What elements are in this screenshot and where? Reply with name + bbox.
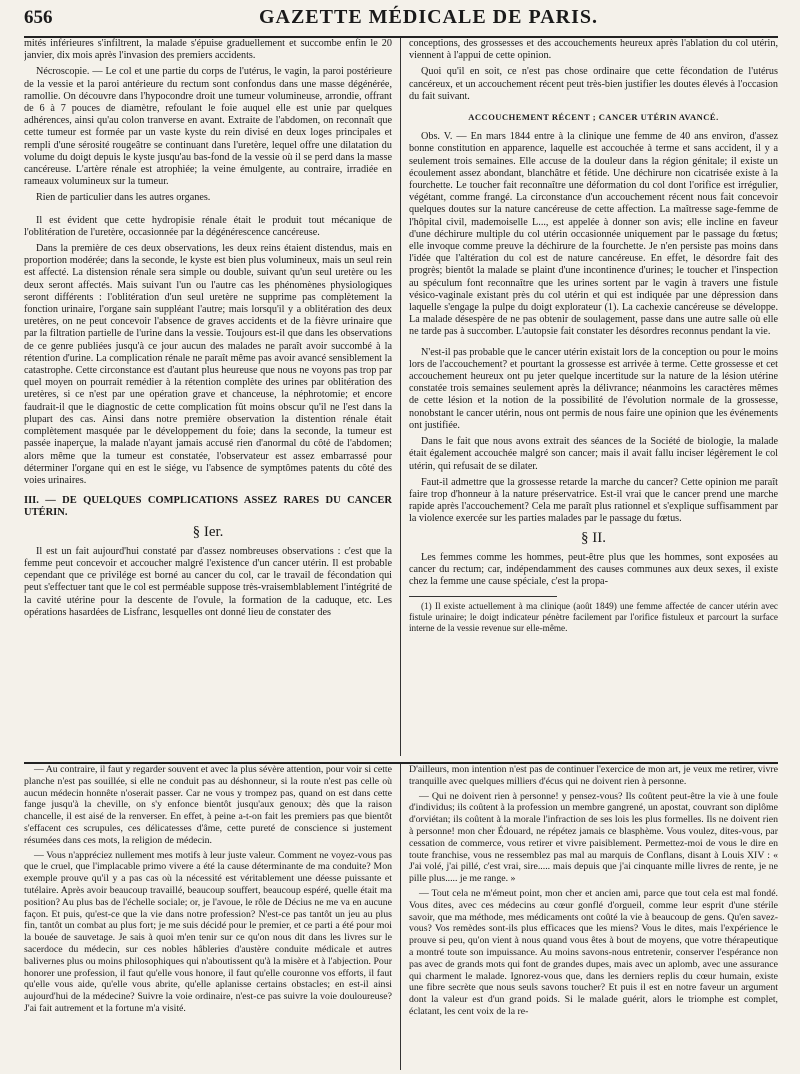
- paragraph: Il est un fait aujourd'hui constaté par d'assez nombreuses observations : c'est que la femme peut concevoir et accoucher malgré l'existence d'un cancer utérin. Il est probable cependant que ce privilége est borné au cancer du col, car le travail de fécondation qui peut s'effectuer tant que le col est perméable suppose très-vraisemblablement l'intégrité de la cavité utérine pour la descente de l'ovule, la formation de la caduque, etc. Les opérations hasardées de Lisfranc, lesquelles ont donné lieu de constater des: [24, 545, 392, 618]
- section-mark: § Ier.: [192, 523, 224, 540]
- paragraph: — Vous n'appréciez nullement mes motifs à leur juste valeur. Comment ne voyez-vous pas que le cruel, que l'implacable primo vivere a été la cause déterminante de ma conduite? Mon exemple prouve qu'il y a pas cas où la nécessité est véritablement une déesse puissante et tutélaire. Après avoir beaucoup travaillé, beaucoup souffert, beaucoup espéré, quelle était ma position? Au plus bas de l'échelle sociale; or, je l'avoue, le rôle de Décius ne me va en aucune façon. Et puis, qu'est-ce que la vie dans notre profession? N'est-ce pas tantôt un jeu au plus fin, tantôt un combat au plus fort; je me suis décidé pour le premier, et ce parti a été pour moi la bouée de sauvetage. Je sais à quoi m'en tenir sur ce qu'on nous dit dans les livres sur le sacerdoce du médecin, sur ces nobles hâbleries d'austère conduite médicale et autres balivernes plus ou moins philosophiques qui n'aboutissent qu'à la misère et à l'abjection. Pour honorer une profession, il faut qu'elle vous honore, il faut qu'elle couronne vos efforts, il faut qu'elle vous aide, qu'elle vous abrite, qu'elle aplanisse certains obstacles; en est-il ainsi aujourd'hui de la médecine? Suivre la voie ordinaire, n'est-ce pas suivre la voie douloureuse? J'ai fait autrement et la fortune m'a visité.: [24, 849, 392, 1014]
- paragraph: Dans le fait que nous avons extrait des séances de la Société de biologie, la malade était également accouchée malgré son cancer; mais il avait fallu inciser légèrement le col utérin, qui refusait de se dilater.: [409, 436, 778, 472]
- section-mark: § II.: [581, 529, 606, 546]
- paragraph: conceptions, des grossesses et des accouchements heureux après l'ablation du col utérin, viennent à l'appui de cette opinion.: [409, 38, 778, 62]
- page-number: 656: [24, 7, 53, 28]
- article-section: [24, 38, 778, 756]
- paragraph: — Tout cela ne m'émeut point, mon cher et ancien ami, parce que tout cela est mal fondé. Vous dites, avec ces médecins au cœur gonflé d'orgueil, comme leur esprit d'une stérile savoir, que ma méthode, mes médicaments ont coûté la vie à beaucoup de gens. Qu'en savez-vous? Vos remèdes sont-ils plus efficaces que les miens? Vous le dites, mais l'expérience le prouve si peu, qu'on vient à nous quand vous êtes à bout de moyens, que votre thérapeutique a montré toute son impuissance. Au moins savons-nous entretenir, conserver l'espérance non pas avec de grands mots qui font de grandes dupes, mais avec un aplomb, avec une assurance qui charment le malade. Ignorez-vous que, dans les derniers replis du cœur humain, existe une fibre secrète que nous seuls savons toucher? Et puis il est en notre faveur un argument dont la valeur est d'un grand poids. Si le malade guérit, alors le triomphe est complet, éclatant, les cent voix de la re-: [409, 887, 778, 1017]
- paragraph: — Qui ne doivent rien à personne! y pensez-vous? Ils coûtent peut-être la vie à une foule d'individus; ils coûtent à la profession un membre gangrené, un apostat, couvrant son diplôme d'orviétan; ils coûtent à la morale l'infraction de ses lois les plus formelles. Ils ne doivent rien à personne! mon cher Édouard, ne répétez jamais ce blasphème. Vous voulez, dites-vous, par cessation de commerce, vous retirer et vivre paisiblement. Permettez-moi de vous le dire en toute franchise, vous ne ressemblez pas mal au marquis de Conflans, disant à Louis XIV : « J'ai volé, j'ai pillé, c'est vrai, sire..... mais depuis que j'ai cinquante mille livres de rente, je ne pille plus..... je me range. »: [409, 790, 778, 885]
- paragraph: Quoi qu'il en soit, ce n'est pas chose ordinaire que cette fécondation de l'utérus cancéreux, et un accouchement récent peut très-bien justifier les doutes élevés à l'occasion du fait suivant.: [409, 66, 778, 102]
- paragraph: Les femmes comme les hommes, peut-être plus que les hommes, sont exposées au cancer du rectum; car, indépendamment des causes communes aux deux sexes, il existe chez la femme une cause spéciale, c'est la propa-: [409, 551, 778, 588]
- paragraph: Dans la première de ces deux observations, les deux reins étaient distendus, mais en proportion modérée; dans la seconde, le kyste est bien plus volumineux, mais un seul rein est affecté. La distension rénale sera simple ou double, suivant qu'un seul uretère ou les deux seront affectés. Mais suivant l'un ou l'autre cas les phénomènes physiologiques seront différents : l'oblitération d'un seul uretère ne supprime pas complètement la fonction urinaire, l'organe sain suppléant l'autre; mais lorsqu'il y a oblitération des deux uretères, on ne peut concevoir l'absence de graves accidents et de la fièvre urinaire que par la filtration partielle de l'urine dans la vessie. Toujours est-il que dans les observations de ce genre publiées jusqu'à ce jour aucun des malades ne paraît avoir succombé à la rétention d'urine. La complication rénale ne paraît même pas avoir avancé sensiblement la catastrophe. Cette circonstance est d'autant plus heureuse que nous ne voyons pas trop par quel moyen on pourrait remédier à la rétention complète des urines par oblitération des uretères, si ce n'est par une opération grave et chanceuse, la néphrotomie; et encore faudrait-il que le diagnostic de cette complication fût moins obscur qu'il ne l'est dans la plupart des cas. Ainsi dans notre première observation la distention rénale était complètement masquée par le développement du foie; dans la seconde, la tumeur est passée inaperçue, la malade n'ayant jamais accusé rien d'anormal du côté de l'abdomen; alors même que la tumeur est constatée, l'observateur est assez embarrassé pour déterminer l'organe qui en est le siége, vu l'absence de symptômes patents du côté des voies urinaires.: [24, 243, 392, 486]
- article-left-column: [24, 38, 401, 756]
- paragraph: Obs. V. — En mars 1844 entre à la clinique une femme de 40 ans environ, d'assez bonne constitution en apparence, laquelle est accouchée à terme et sans accident, il y a seulement trois semaines. Elle accuse de la douleur dans la région génitale; il existe un écoulement assez abondant, blanchâtre et fétide. Une déchirure non cicatrisée existe à la fourchette. Le toucher fait reconnaître une déformation du col dont l'orifice est irrégulier, végétant, comme frangé. La circonstance d'un accouchement récent nous fait concevoir quelques doutes sur la nature cancéreuse de cette affection. La maîtresse sage-femme de l'hôpital civil, mademoiselle L..., est appelée à donner son avis; elle incline en faveur d'une déchirure multiple du col utérin occasionnée uniquement par le passage du fœtus; elle invoque comme preuve la déchirure de la fourchette. Je n'en persiste pas moins dans l'idée que l'altération du col est de nature cancéreuse. En effet, le désordre fait des progrès; bientôt la malade se plaint d'une incontinence d'urines; le toucher et l'inspection au spéculum font reconnaître que les urines sortent par le vagin à travers une fistule vésico-vaginale existant près du col utérin et qui est indiquée par une dépression dans laquelle s'engage la pulpe du doigt explorateur (1). La cachexie cancéreuse se développe. La malade désespère de ne pas obtenir de soulagement, passe dans une autre salle où elle ne tarde pas à succomber. L'autopsie fait constater les désordres reconnus pendant la vie.: [409, 131, 778, 338]
- feuilleton-left-column: [24, 764, 401, 1070]
- paragraph: Nécroscopie. — Le col et une partie du corps de l'utérus, le vagin, la paroi postérieure de la vessie et la paroi antérieure du rectum sont confondus dans une masse dégénérée, ramollie. On découvre dans l'hypocondre droit une tumeur volumineuse, arrondie, offrant de 6 à 7 pouces de diamètre, refoulant le foie auquel elle est unie par quelques adhérences, ainsi qu'au colon tranverse en avant. Extraite de l'abdomen, on reconnaît que cette tumeur est formée par un vaste kyste du rein divisé en deux loges principales et rempli d'une sérosité rougeâtre se continuant dans l'uretère, lequel offre une dilatation du volume du doigt depuis le kyste jusqu'au bas-fond de la vessie où il se perd dans la masse cancéreuse. L'artère rénale est atrophiée; la veine émulgente, au contraire, irradiée en rameaux volumineux sur la tumeur.: [24, 66, 392, 188]
- paragraph: N'est-il pas probable que le cancer utérin existait lors de la conception ou pour le moins lors de l'accouchement? et pourtant la grossesse est arrivée à terme. Cette grossesse et cet accouchement heureux ont pu jeter quelque incertitude sur la nature de la lésion utérine constatée trois semaines seulement après la délivrance; néanmoins les caractères mêmes de cette lésion et la notion de la possibilité de l'évolution normale de la grossesse, nonobstant le cancer utérin, nous ont permis de nous faire une opinion que les événements ont justifiée.: [409, 346, 778, 431]
- feuilleton-section: [24, 764, 778, 1070]
- paragraph: mités inférieures s'infiltrent, la malade s'épuise graduellement et succombe enfin le 20 janvier, dix mois après l'invasion des premiers accidents.: [24, 38, 392, 62]
- observation-title: ACCOUCHEMENT RÉCENT ; CANCER UTÉRIN AVANCÉ.: [468, 112, 719, 123]
- article-right-column: [401, 38, 778, 756]
- footnote: (1) Il existe actuellement à ma clinique (août 1849) une femme affectée de cancer utérin avec fistule urinaire; le doigt indicateur pénètre facilement par l'orifice fistuleux et parcourt la surface interne de la vessie revenue sur elle-même.: [409, 601, 778, 634]
- paragraph: — Au contraire, il faut y regarder souvent et avec la plus sévère attention, pour voir si cette planche n'est pas souillée, si elle ne conduit pas au déshonneur, si la route n'est pas celle où aucun médecin honnête n'oserait passer. Car ne vous y trompez pas, quand on est dans cette fange jusqu'à la cheville, on s'y enfonce bientôt jusqu'aux genoux; dès que la raison chancelle, il est aisé de la renverser. En effet, à peine a-t-on fait les premiers pas que bientôt s'effacent ces scrupules, ces délicatesses d'âme, cette pureté de conscience si justement résumées dans ces mots, la religion de médecin.: [24, 764, 392, 846]
- running-title: GAZETTE MÉDICALE DE PARIS.: [258, 6, 598, 28]
- feuilleton-right-column: [401, 764, 778, 1070]
- section-heading: III. — DE QUELQUES COMPLICATIONS ASSEZ RARES DU CANCER UTÉRIN.: [24, 495, 392, 519]
- paragraph: D'ailleurs, mon intention n'est pas de continuer l'exercice de mon art, je veux me retirer, vivre tranquille avec quelques milliers d'écus qui ne doivent rien à personne.: [409, 764, 778, 787]
- footnote-rule: [409, 596, 557, 597]
- paragraph: Il est évident que cette hydropisie rénale était le produit tout mécanique de l'oblitération de l'uretère, occasionnée par la dégénérescence cancéreuse.: [24, 214, 392, 238]
- paragraph: Rien de particulier dans les autres organes.: [36, 192, 211, 204]
- page-header: [24, 6, 778, 30]
- paragraph: Faut-il admettre que la grossesse retarde la marche du cancer? Cette opinion me paraît faire trop d'honneur à la nature préservatrice. Est-il vrai que le cancer prend une marche rapide après l'accouchement? Cela me paraît plus rationnel et s'explique suffisamment par la violence exercée sur les parties malades par le passage du fœtus.: [409, 476, 778, 525]
